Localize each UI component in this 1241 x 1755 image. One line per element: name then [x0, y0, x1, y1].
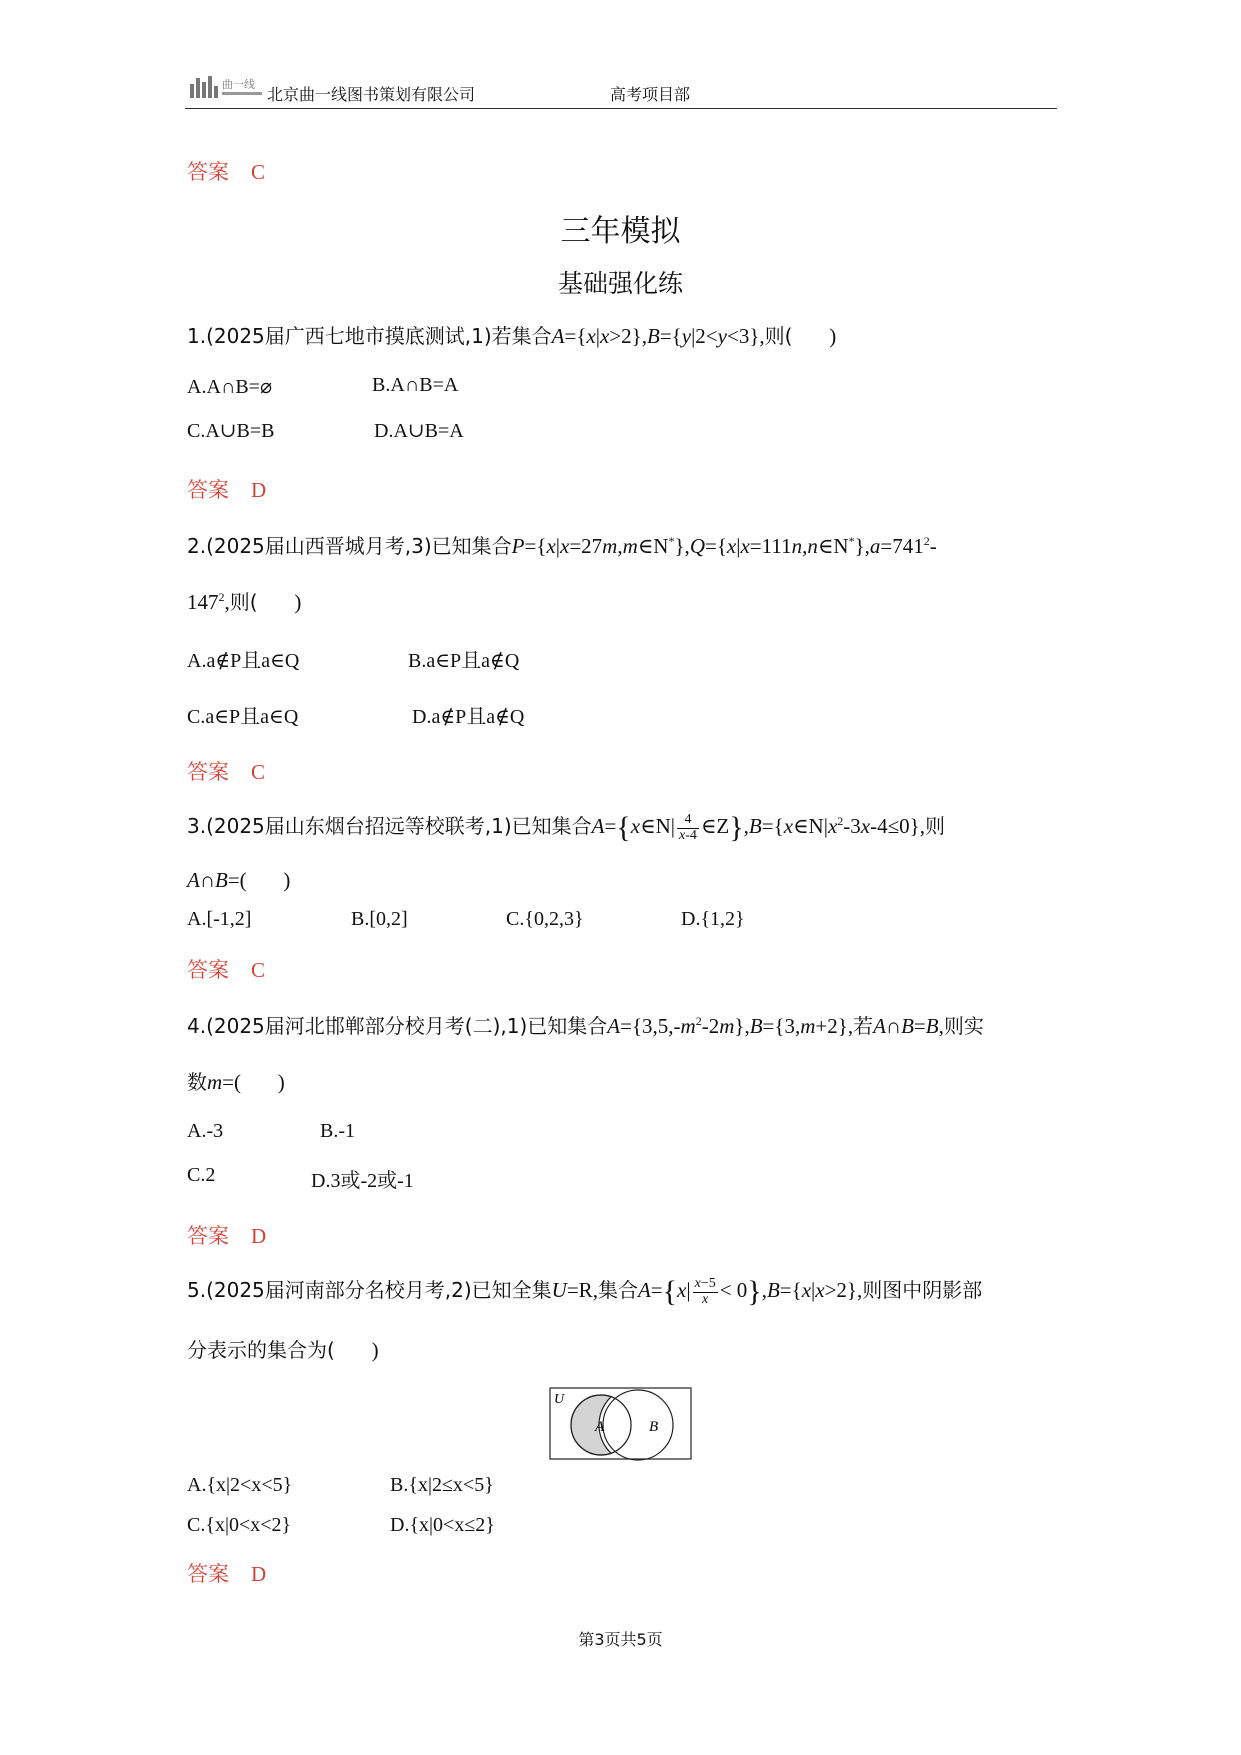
- q3-option-c: C.{0,2,3}: [506, 908, 584, 930]
- q4-option-b: B.-1: [320, 1120, 355, 1142]
- question-2: 2.(2025届山西晋城月考,3)已知集合$P=\{x|x=27m,m\in N^*\},Q=\{x|x=111n,n\in N^*\},a=741^2-$: [187, 534, 937, 558]
- q1-option-c: C.A∪B=B: [187, 420, 275, 442]
- answer-1: 答案 D: [187, 478, 267, 502]
- question-4-cont: 数m=( ): [187, 1070, 285, 1094]
- q2-option-b: B.a∈P且a∉Q: [408, 650, 520, 672]
- q2-option-a: A.a∉P且a∈Q: [187, 650, 300, 672]
- question-3-cont: A∩B=( ): [187, 868, 291, 892]
- q5-option-b: B.{x|2≤x<5}: [390, 1474, 494, 1496]
- question-2-cont: $147^2$,则( ): [187, 590, 302, 614]
- q1-option-d: D.A∪B=A: [374, 420, 464, 442]
- q3-option-d: D.{1,2}: [681, 908, 745, 930]
- question-1: 1.(2025届广西七地市摸底测试,1)若集合A={x|x>2},B={y|2<y<3},则( ): [187, 324, 837, 348]
- answer-2: 答案 C: [187, 760, 266, 784]
- q2-option-c: C.a∈P且a∈Q: [187, 706, 299, 728]
- section-subtitle: 基础强化练: [557, 269, 683, 298]
- question-3: 3.(2025届山东烟台招远等校联考,1)已知集合A={x∈N| $\frac{4}{x-4}$ $\in Z\},B=\{x\in N|x^2-3x-4\le 0\}$,则: [187, 811, 945, 845]
- q2-option-d: D.a∉P且a∉Q: [412, 706, 525, 728]
- answer-prev: 答案 C: [187, 160, 266, 184]
- answer-5: 答案 D: [187, 1562, 267, 1586]
- label-b: B: [649, 1419, 659, 1435]
- q4-option-d: D.3或-2或-1: [311, 1170, 414, 1192]
- q4-option-c: C.2: [187, 1164, 216, 1186]
- answer-4: 答案 D: [187, 1224, 267, 1248]
- label-a: A: [595, 1419, 605, 1435]
- answer-3: 答案 C: [187, 958, 266, 982]
- question-5-cont: 分表示的集合为( ): [187, 1338, 379, 1362]
- q5-option-a: A.{x|2<x<5}: [187, 1474, 293, 1496]
- q5-option-d: D.{x|0<x≤2}: [390, 1514, 495, 1536]
- q3-option-b: B.[0,2]: [351, 908, 408, 930]
- q3-option-a: A.[-1,2]: [187, 908, 252, 930]
- q4-option-a: A.-3: [187, 1120, 224, 1142]
- q1-option-a: A.A∩B=⌀: [187, 376, 272, 398]
- section-title: 三年模拟: [560, 214, 681, 249]
- intersection-unshaded: [599, 1387, 677, 1461]
- q5-option-c: C.{x|0<x<2}: [187, 1514, 292, 1536]
- label-u: U: [554, 1392, 565, 1407]
- page-header: [185, 70, 1057, 109]
- logo-text: 曲一线: [222, 78, 255, 91]
- question-4: 4.(2025届河北邯郸部分校月考(二),1)已知集合$A=\{3,5,-m^2-2m\},B=\{3,m+2\}$,若A∩B=B,则实: [187, 1014, 984, 1038]
- department-name: 高考项目部: [610, 85, 691, 104]
- page-number: 第3页共5页: [578, 1630, 663, 1649]
- company-logo-icon: [188, 74, 268, 100]
- question-5: 5.(2025届河南部分名校月考,2)已知全集U=R,集合A={x| $\frac{x-5}{x}$ < 0},B={x|x>2},则图中阴影部: [187, 1275, 983, 1309]
- company-name: 北京曲一线图书策划有限公司: [267, 85, 476, 104]
- venn-diagram: [549, 1387, 693, 1461]
- q1-option-b: B.A∩B=A: [372, 374, 459, 396]
